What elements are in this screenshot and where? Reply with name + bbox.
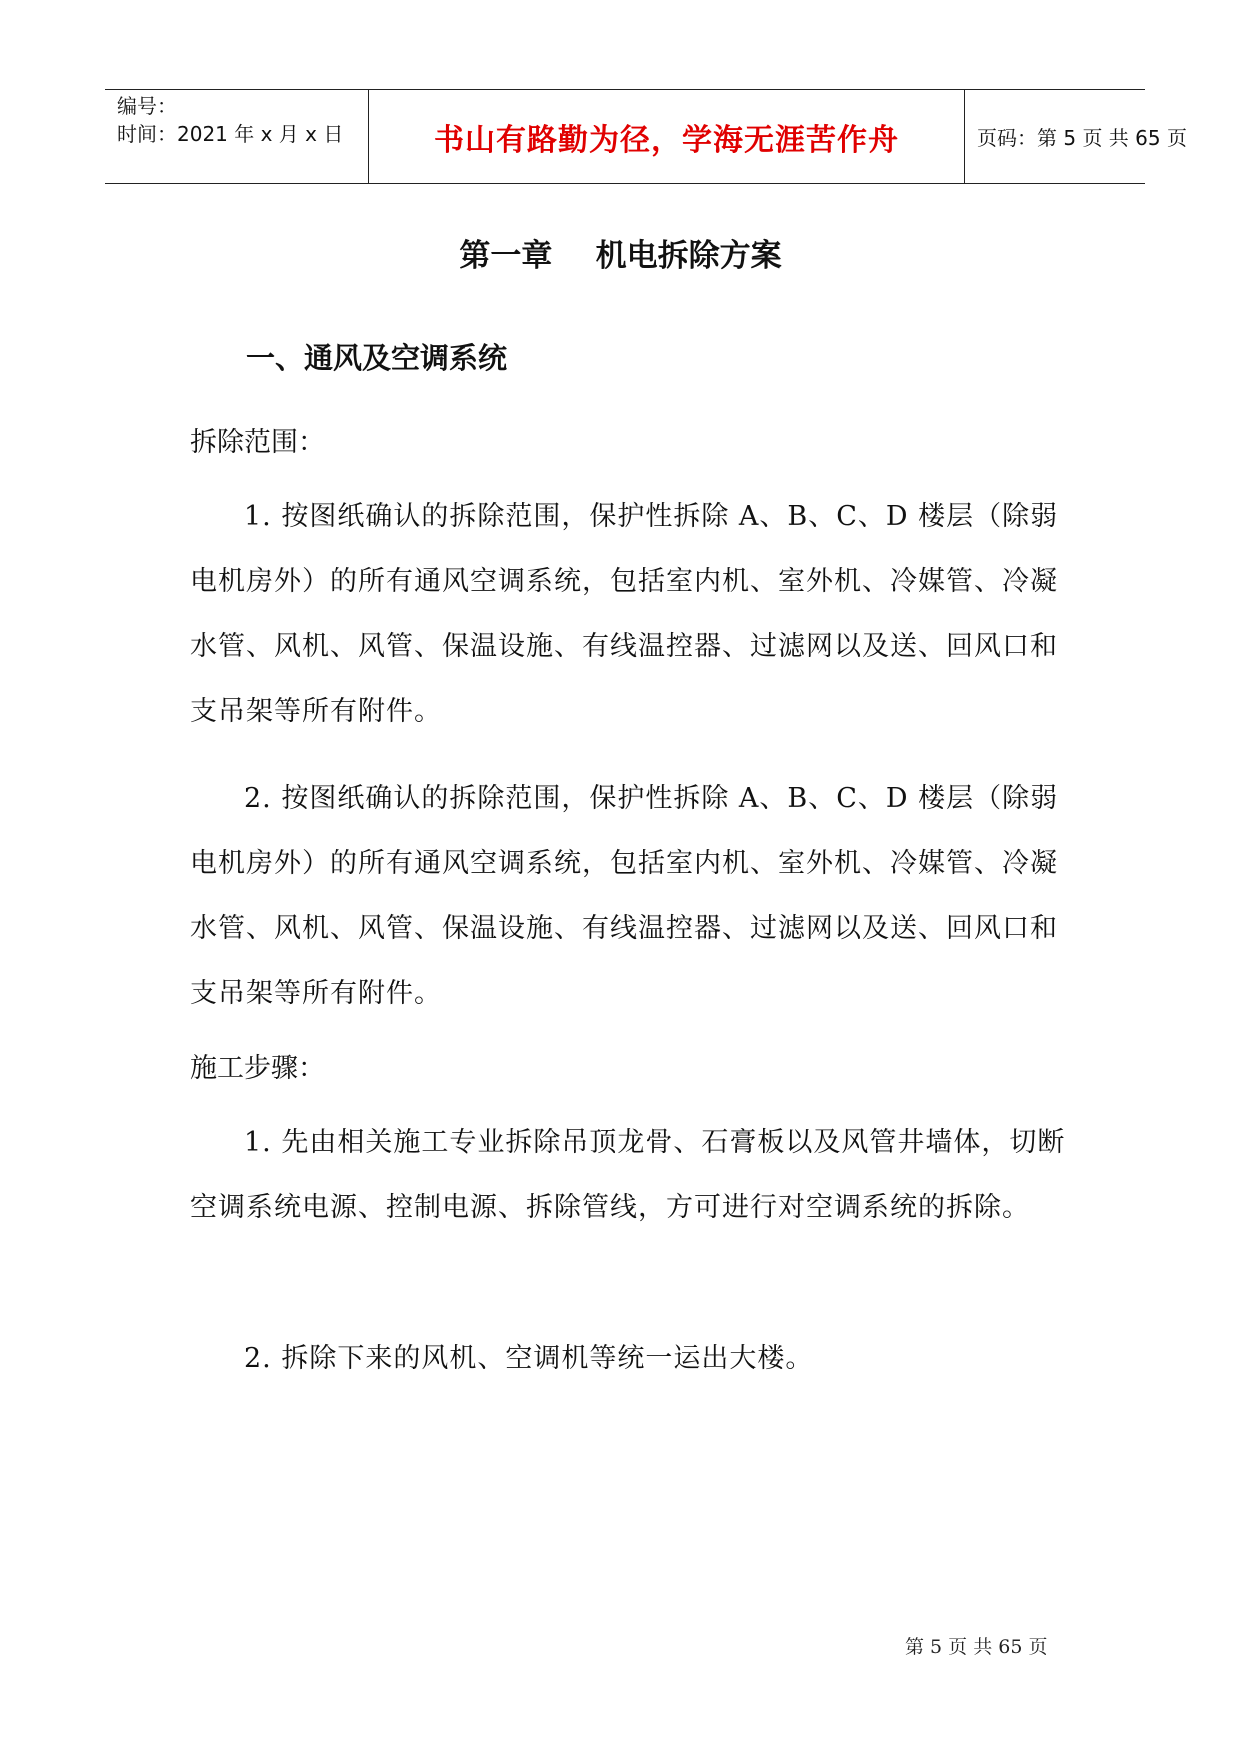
header-page-cell [965, 90, 1187, 183]
chapter-title: 第一章 机电拆除方案 [459, 238, 782, 274]
header-page-info: 页码：第 5 页 共 65 页 [977, 126, 1187, 150]
header-motto-cell [369, 90, 965, 183]
page-header [105, 89, 1187, 184]
scope-item-1: 1. 按图纸确认的拆除范围，保护性拆除 A、B、C、D 楼层（除弱电机房外）的所有通风空调系统，包括室内机、室外机、冷媒管、冷凝水管、风机、风管、保温设施、有线温控器、过滤网以及送、回风口和支吊架等所有附件。 [190, 501, 1059, 727]
document-time-label: 时间：2021 年 x 月 x 日 [117, 122, 344, 146]
steps-label: 施工步骤： [190, 1053, 325, 1084]
section-title: 一、通风及空调系统 [246, 341, 508, 375]
scope-item-2: 2. 按图纸确认的拆除范围，保护性拆除 A、B、C、D 楼层（除弱电机房外）的所有通风空调系统，包括室内机、室外机、冷媒管、冷凝水管、风机、风管、保温设施、有线温控器、过滤网以及送、回风口和支吊架等所有附件。 [190, 783, 1059, 1009]
step-item-2: 2. 拆除下来的风机、空调机等统一运出大楼。 [244, 1343, 814, 1374]
scope-label: 拆除范围： [190, 427, 325, 458]
page-footer: 第 5 页 共 65 页 [905, 1636, 1048, 1658]
header-motto: 书山有路勤为径，学海无涯苦作舟 [434, 122, 899, 158]
step-item-1: 1. 先由相关施工专业拆除吊顶龙骨、石膏板以及风管井墙体，切断空调系统电源、控制电源、拆除管线，方可进行对空调系统的拆除。 [190, 1127, 1066, 1223]
document-number-label: 编号： [117, 94, 177, 118]
header-meta-cell [105, 90, 369, 183]
